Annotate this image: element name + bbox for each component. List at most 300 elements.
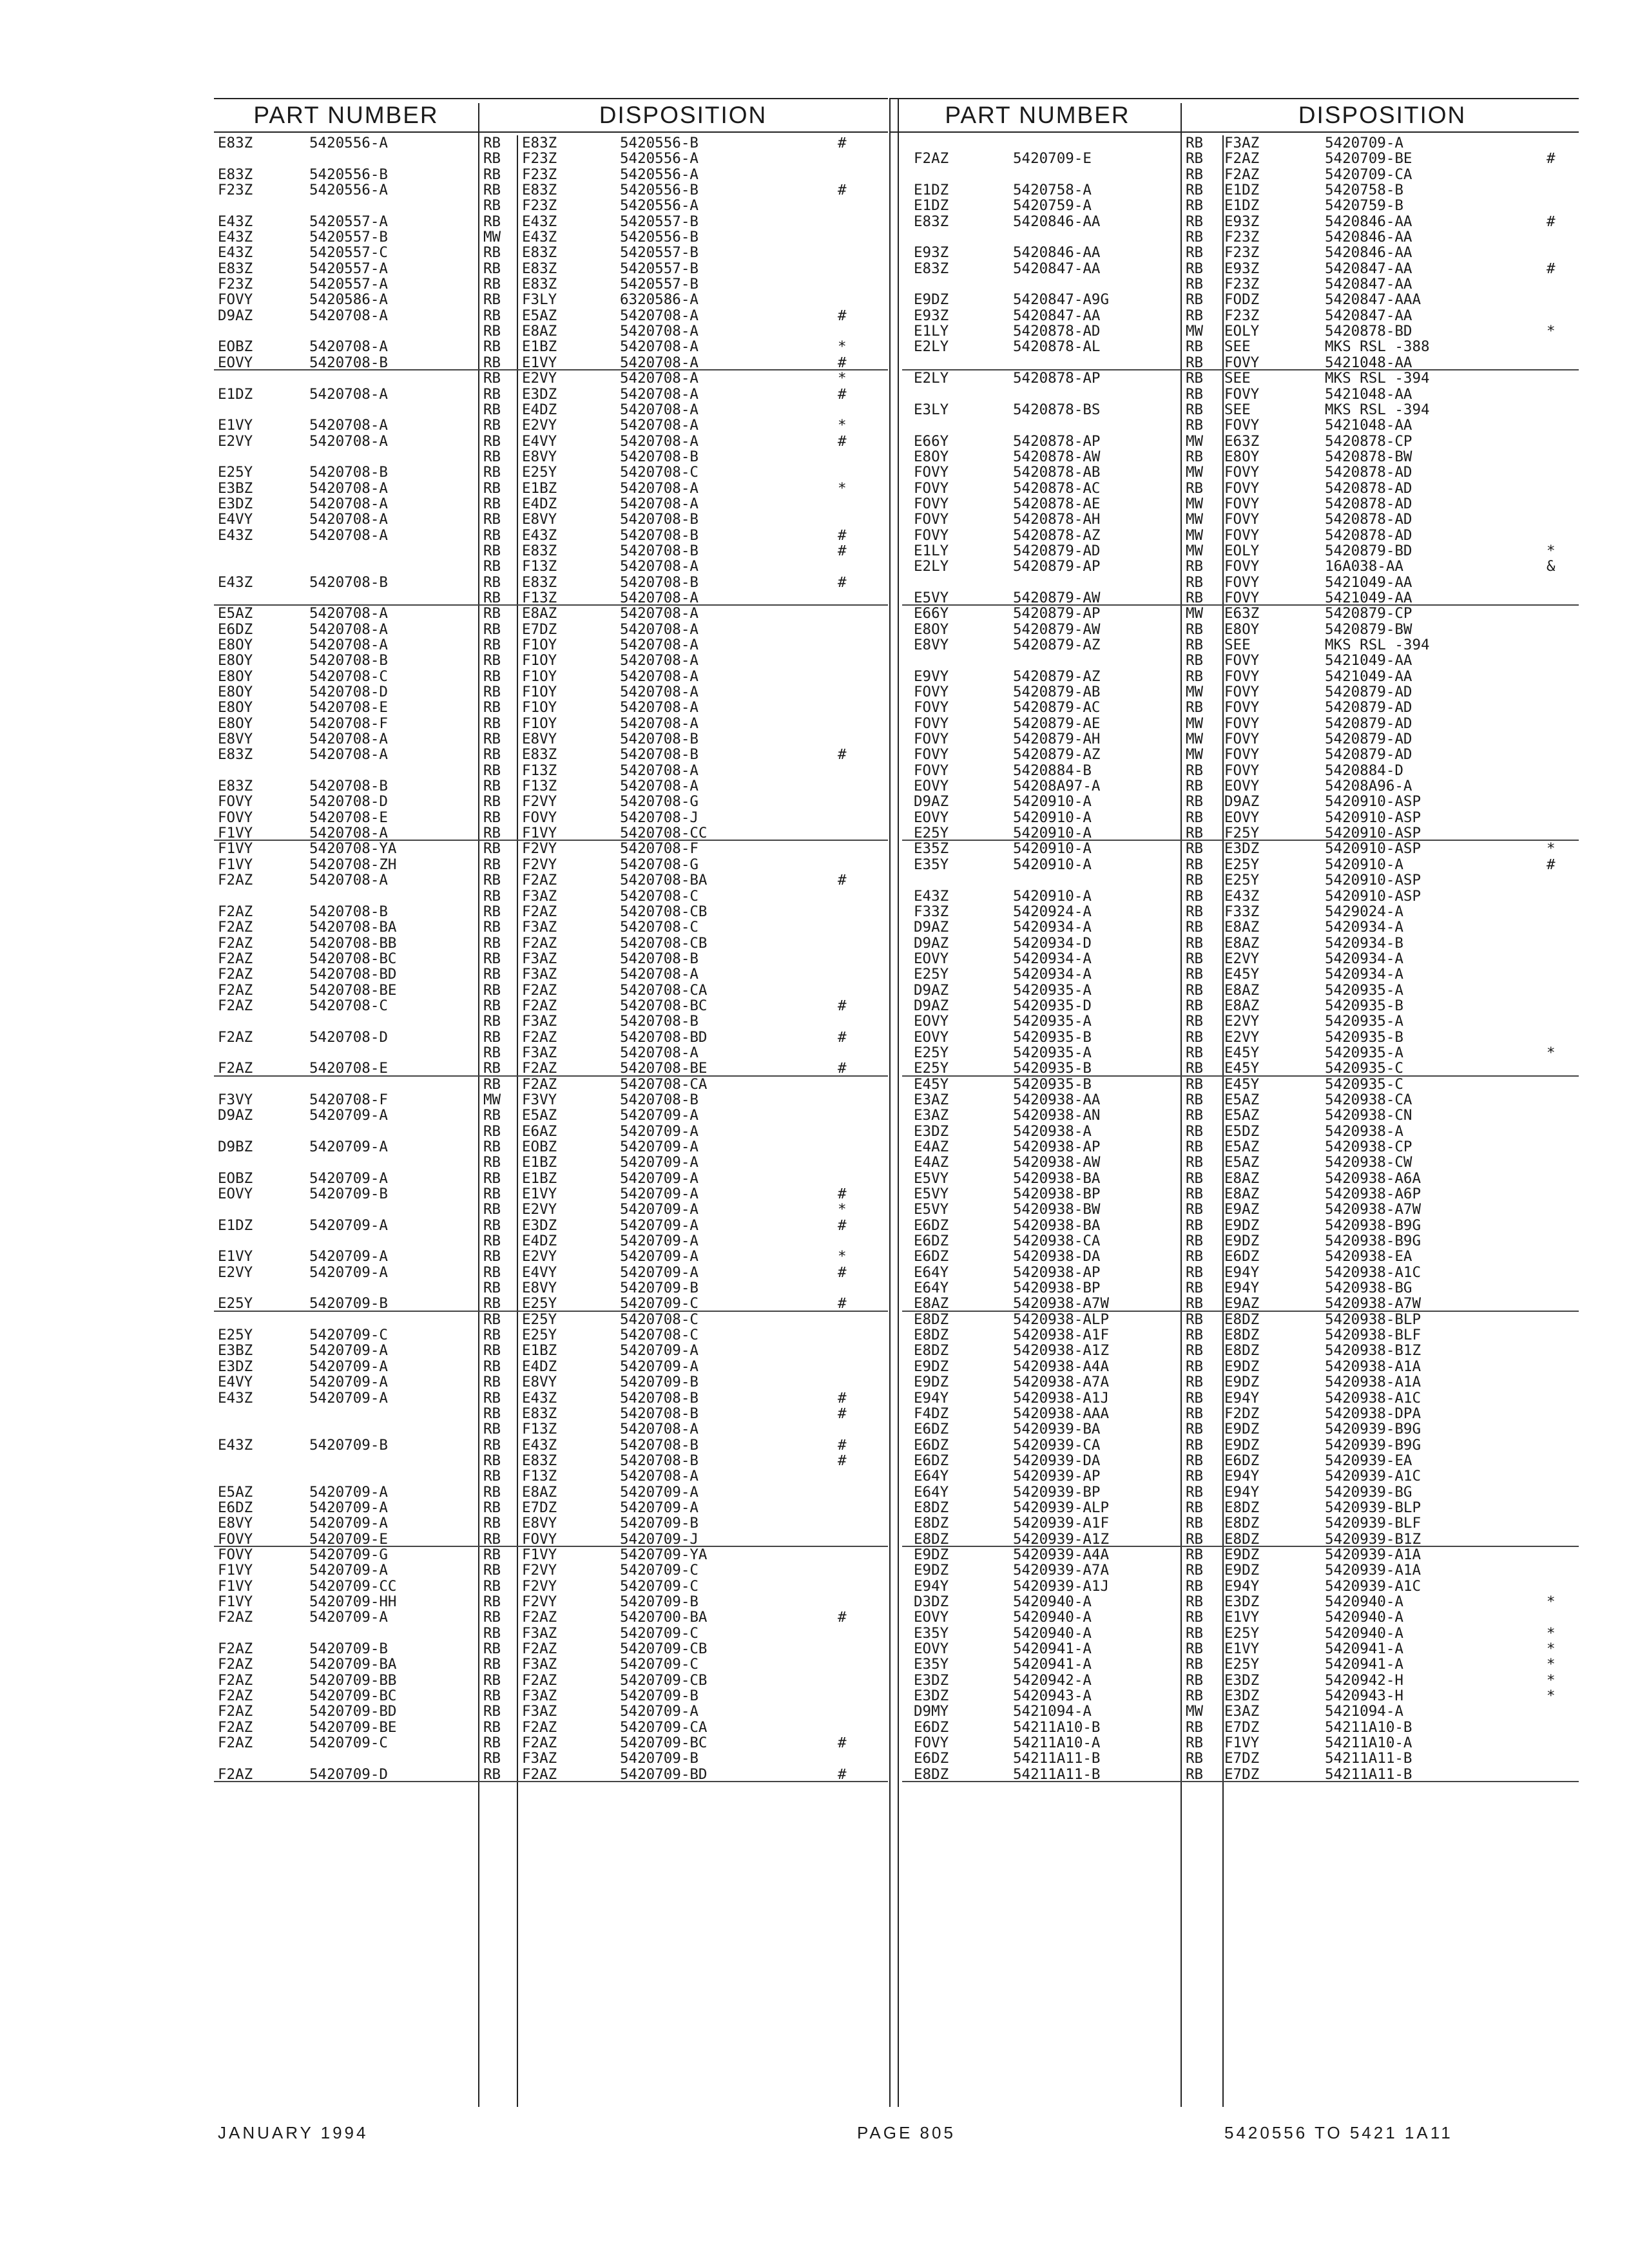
old-prefix: E83Z [914, 213, 949, 230]
new-prefix: E1BZ [522, 338, 557, 356]
new-part-number: 5420709-A [620, 1264, 699, 1281]
new-prefix: F23Z [522, 197, 557, 215]
old-part-number: 54208A97-A [1013, 778, 1101, 795]
code: RB [483, 1327, 501, 1344]
new-part-number: 5420709-B [620, 1750, 699, 1767]
code: RB [1186, 370, 1204, 387]
old-prefix: E3DZ [218, 1358, 253, 1375]
new-prefix: E8AZ [1224, 997, 1260, 1014]
code: RB [483, 495, 501, 512]
old-part-number: 5420709-CC [309, 1577, 397, 1595]
table-row [902, 637, 1579, 653]
old-prefix: F1VY [218, 856, 253, 873]
old-part-number: 5420709-A [309, 1374, 388, 1391]
table-row [902, 590, 1579, 606]
new-part-number: 5420940-A [1325, 1593, 1403, 1610]
new-prefix: E8OY [1224, 448, 1260, 465]
new-prefix: E94Y [1224, 1577, 1260, 1595]
mark: # [838, 432, 847, 450]
new-prefix: E1VY [522, 1186, 557, 1203]
code: RB [1186, 1750, 1204, 1767]
old-prefix: EOVY [914, 809, 949, 826]
new-prefix: SEE [1224, 338, 1251, 356]
code: RB [483, 605, 501, 622]
code: RB [483, 1248, 501, 1265]
new-prefix: E9DZ [1224, 1562, 1260, 1579]
code: RB [1186, 778, 1204, 795]
old-prefix: E9DZ [914, 1546, 949, 1563]
new-part-number: 5420938-CP [1325, 1139, 1412, 1155]
new-prefix: E9DZ [1224, 1216, 1260, 1234]
mark: * [1547, 1671, 1556, 1689]
new-prefix: E25Y [522, 464, 557, 481]
new-prefix: F1OY [522, 637, 557, 653]
mark: # [838, 182, 847, 199]
code: MW [1186, 495, 1204, 512]
new-prefix: E8AZ [522, 323, 557, 340]
table-row [902, 229, 1579, 245]
code: RB [483, 652, 501, 669]
old-prefix: E5VY [914, 1186, 949, 1203]
new-prefix: E83Z [522, 182, 557, 199]
table-row [214, 919, 888, 935]
code: RB [1186, 1765, 1204, 1783]
table-row [902, 1421, 1579, 1437]
mark: # [1547, 856, 1556, 873]
new-part-number: 5420709-BD [620, 1765, 708, 1783]
new-part-number: 5420935-A [1325, 1013, 1403, 1030]
new-part-number: 5420939-BG [1325, 1483, 1412, 1501]
old-part-number: 5420708-A [309, 872, 388, 889]
old-prefix: FOVY [914, 715, 949, 732]
new-prefix: F2AZ [522, 872, 557, 889]
new-part-number: 5420709-B [620, 1515, 699, 1532]
old-prefix: E45Y [914, 1075, 949, 1093]
new-part-number: 5420708-A [620, 354, 699, 371]
new-part-number: 5420557-B [620, 276, 699, 293]
old-part-number: 5420878-AP [1013, 370, 1101, 387]
table-row [214, 1468, 888, 1484]
old-part-number: 5420709-A [309, 1389, 388, 1407]
new-prefix: E43Z [522, 229, 557, 246]
code: RB [483, 1468, 501, 1485]
new-prefix: FOVY [1224, 715, 1260, 732]
old-prefix: E9DZ [914, 1562, 949, 1579]
new-prefix: E94Y [1224, 1468, 1260, 1485]
footer-range: 5420556 TO 5421 1A11 [1224, 2123, 1453, 2142]
table-row [214, 339, 888, 354]
old-prefix: E1VY [218, 1248, 253, 1265]
new-prefix: FOVY [1224, 558, 1260, 575]
new-part-number: 5420878-AD [1325, 479, 1412, 497]
code: RB [483, 385, 501, 403]
left-table [214, 135, 888, 1782]
table-row [902, 1077, 1579, 1092]
code: RB [483, 934, 501, 952]
table-row [214, 1406, 888, 1421]
code: RB [483, 997, 501, 1014]
old-prefix: E3DZ [914, 1671, 949, 1689]
new-part-number: 5420709-B [620, 1280, 699, 1297]
old-part-number: 5420878-AZ [1013, 526, 1101, 544]
old-part-number: 5420708-B [309, 778, 388, 795]
new-part-number: 5420939-BLF [1325, 1515, 1422, 1532]
code: RB [1186, 1499, 1204, 1516]
old-prefix: EOBZ [218, 1169, 253, 1187]
new-part-number: 54211A11-B [1325, 1765, 1412, 1783]
table-row [214, 841, 888, 856]
new-part-number: 5420910-ASP [1325, 793, 1422, 811]
code: RB [483, 1169, 501, 1187]
code: MW [1186, 715, 1204, 732]
old-part-number: 5420938-AN [1013, 1107, 1101, 1124]
old-part-number: 5420708-A [309, 385, 388, 403]
old-part-number: 5420934-A [1013, 966, 1092, 983]
table-row [902, 355, 1579, 370]
code: RB [1186, 1295, 1204, 1312]
new-prefix: E8AZ [1224, 919, 1260, 936]
new-prefix: F3AZ [522, 950, 557, 967]
new-part-number: 5421048-AA [1325, 385, 1412, 403]
code: RB [483, 1342, 501, 1360]
new-part-number: 5420910-ASP [1325, 887, 1422, 905]
old-prefix: E94Y [914, 1577, 949, 1595]
table-row [902, 810, 1579, 825]
code: RB [1186, 997, 1204, 1014]
new-prefix: E94Y [1224, 1389, 1260, 1407]
new-part-number: 5420939-A1C [1325, 1468, 1422, 1485]
new-prefix: F2AZ [1224, 166, 1260, 183]
code: RB [483, 1280, 501, 1297]
table-row [214, 1108, 888, 1123]
table-row [214, 559, 888, 574]
new-part-number: 5420708-B [620, 573, 699, 591]
old-part-number: 5420879-AH [1013, 731, 1101, 748]
new-part-number: 5420939-B9G [1325, 1436, 1422, 1454]
code: RB [1186, 1264, 1204, 1281]
old-prefix: E8DZ [914, 1311, 949, 1328]
table-row [902, 198, 1579, 213]
old-part-number: 5420708-E [309, 699, 388, 716]
new-prefix: E9DZ [1224, 1358, 1260, 1375]
mark: * [1547, 323, 1556, 340]
code: RB [483, 1718, 501, 1736]
table-row [902, 1390, 1579, 1406]
code: RB [483, 1264, 501, 1281]
table-row [902, 700, 1579, 715]
old-prefix: E83Z [218, 260, 253, 277]
table-row [214, 512, 888, 527]
code: RB [1186, 1013, 1204, 1030]
table-row [214, 700, 888, 715]
old-prefix: E3BZ [218, 479, 253, 497]
new-prefix: EOBZ [522, 1139, 557, 1155]
new-prefix: E1VY [522, 354, 557, 371]
table-row [902, 151, 1579, 166]
old-part-number: 5420879-AZ [1013, 668, 1101, 685]
left-part-number-header: PART NUMBER [253, 102, 439, 128]
table-row [902, 1735, 1579, 1751]
old-prefix: E3BZ [218, 1342, 253, 1360]
old-part-number: 5420939-BA [1013, 1421, 1101, 1438]
code: RB [1186, 1107, 1204, 1124]
old-prefix: E66Y [914, 605, 949, 622]
new-prefix: F3AZ [522, 1687, 557, 1705]
table-row [902, 245, 1579, 260]
new-prefix: E2VY [1224, 950, 1260, 967]
old-part-number: 5420708-A [309, 731, 388, 748]
new-prefix: E8VY [522, 448, 557, 465]
old-prefix: E8OY [218, 715, 253, 732]
mark: * [1547, 1687, 1556, 1705]
table-row [214, 355, 888, 370]
old-part-number: 5420938-AAA [1013, 1405, 1110, 1422]
new-part-number: 5420708-A [620, 401, 699, 418]
table-row [214, 637, 888, 653]
code: RB [483, 856, 501, 873]
mark: * [1547, 1624, 1556, 1642]
code: RB [483, 1609, 501, 1626]
old-part-number: 5420708-A [309, 605, 388, 622]
new-part-number: 5420938-EA [1325, 1248, 1412, 1265]
mark: # [838, 526, 847, 544]
new-prefix: E9DZ [1224, 1233, 1260, 1250]
table-row [902, 857, 1579, 872]
code: RB [483, 762, 501, 779]
old-part-number: 5420708-A [309, 432, 388, 450]
old-part-number: 5420924-A [1013, 903, 1092, 920]
old-part-number: 5420759-A [1013, 197, 1092, 215]
old-prefix: FOVY [218, 1546, 253, 1563]
mark: # [838, 307, 847, 324]
table-row [902, 1562, 1579, 1578]
old-part-number: 5421094-A [1013, 1703, 1092, 1720]
table-row [902, 1359, 1579, 1374]
code: RB [483, 166, 501, 183]
table-row [214, 1265, 888, 1280]
code: RB [483, 1483, 501, 1501]
new-part-number: 5420709-A [620, 1139, 699, 1155]
new-part-number: 5420708-C [620, 1327, 699, 1344]
new-part-number: 54211A10-A [1325, 1735, 1412, 1752]
new-prefix: E45Y [1224, 1075, 1260, 1093]
table-row [902, 1045, 1579, 1061]
new-prefix: E83Z [522, 276, 557, 293]
mark: # [838, 872, 847, 889]
mark: * [838, 479, 847, 497]
new-prefix: E7DZ [522, 620, 557, 638]
old-prefix: E83Z [218, 166, 253, 183]
mark: # [838, 1264, 847, 1281]
table-row [902, 1092, 1579, 1108]
old-part-number: 5420879-AP [1013, 605, 1101, 622]
old-prefix: FOVY [914, 526, 949, 544]
table-row [902, 449, 1579, 465]
new-part-number: 5420708-A [620, 778, 699, 795]
old-prefix: E5VY [914, 1201, 949, 1218]
new-part-number: 16A038-AA [1325, 558, 1403, 575]
new-part-number: 5420938-A1A [1325, 1374, 1422, 1391]
new-prefix: F3AZ [522, 919, 557, 936]
old-part-number: 54211A10-A [1013, 1735, 1101, 1752]
code: RB [483, 1186, 501, 1203]
new-prefix: FOVY [1224, 526, 1260, 544]
old-prefix: D9AZ [914, 934, 949, 952]
code: RB [483, 1765, 501, 1783]
old-part-number: 5420708-A [309, 495, 388, 512]
old-part-number: 5420709-B [309, 1436, 388, 1454]
old-prefix: E83Z [914, 260, 949, 277]
old-part-number: 54211A11-B [1013, 1750, 1101, 1767]
old-prefix: E2VY [218, 432, 253, 450]
code: RB [1186, 637, 1204, 653]
new-part-number: 5421048-AA [1325, 354, 1412, 371]
old-prefix: E3LY [914, 401, 949, 418]
old-part-number: 5420879-AC [1013, 699, 1101, 716]
old-prefix: F2AZ [218, 1735, 253, 1752]
new-part-number: 5420708-A [620, 605, 699, 622]
mark: # [838, 573, 847, 591]
new-prefix: F2VY [522, 1593, 557, 1610]
new-part-number: 5420557-B [620, 244, 699, 262]
new-part-number: 5420708-C [620, 887, 699, 905]
old-part-number: 5420708-B [309, 903, 388, 920]
new-part-number: 5420910-ASP [1325, 840, 1422, 858]
table-row [214, 198, 888, 213]
old-prefix: E1DZ [218, 385, 253, 403]
code: RB [1186, 1374, 1204, 1391]
new-prefix: F3AZ [522, 887, 557, 905]
new-part-number: 5420708-C [620, 1311, 699, 1328]
new-part-number: 5420709-C [620, 1624, 699, 1642]
code: MW [1186, 323, 1204, 340]
new-part-number: 5420938-A1A [1325, 1358, 1422, 1375]
new-prefix: F2AZ [522, 1075, 557, 1093]
mark: * [1547, 1640, 1556, 1657]
mark: # [838, 542, 847, 559]
old-part-number: 5420879-AW [1013, 589, 1101, 606]
old-part-number: 5420709-BE [309, 1718, 397, 1736]
old-part-number: 5420708-E [309, 809, 388, 826]
old-prefix: FOVY [218, 809, 253, 826]
table-row [902, 606, 1579, 621]
code: RB [1186, 244, 1204, 262]
new-part-number: 5420884-D [1325, 762, 1403, 779]
new-part-number: 5420709-B [620, 1593, 699, 1610]
mark: # [838, 1186, 847, 1203]
old-part-number: 5420708-A [309, 637, 388, 653]
code: RB [483, 668, 501, 685]
table-row [214, 857, 888, 872]
new-part-number: 5420708-G [620, 856, 699, 873]
table-row [214, 1124, 888, 1139]
new-part-number: 5420709-CA [620, 1718, 708, 1736]
old-prefix: F2AZ [218, 1060, 253, 1077]
table-row [902, 182, 1579, 198]
code: RB [1186, 1389, 1204, 1407]
new-part-number: 5420556-A [620, 150, 699, 168]
old-part-number: 5420709-BC [309, 1687, 397, 1705]
old-part-number: 5420878-AD [1013, 323, 1101, 340]
new-prefix: E4VY [522, 1264, 557, 1281]
table-row [214, 1562, 888, 1578]
old-part-number: 5420910-A [1013, 809, 1092, 826]
table-row [902, 904, 1579, 919]
code: RB [1186, 872, 1204, 889]
old-prefix: FOVY [914, 1735, 949, 1752]
old-prefix: E83Z [218, 135, 253, 151]
code: RB [1186, 448, 1204, 465]
code: RB [483, 213, 501, 230]
table-row [902, 1626, 1579, 1641]
table-row [214, 496, 888, 512]
code: RB [1186, 1154, 1204, 1171]
code: RB [483, 1546, 501, 1563]
table-row [214, 370, 888, 386]
new-prefix: E7DZ [522, 1499, 557, 1516]
new-prefix: E5AZ [1224, 1139, 1260, 1155]
mark: # [838, 997, 847, 1014]
new-part-number: 5420708-A [620, 668, 699, 685]
new-part-number: 5420708-A [620, 417, 699, 434]
code: RB [483, 307, 501, 324]
old-part-number: 5420939-A1J [1013, 1577, 1110, 1595]
table-row [214, 308, 888, 323]
new-prefix: F2AZ [522, 1735, 557, 1752]
old-prefix: E35Y [914, 1656, 949, 1673]
old-prefix: E6DZ [914, 1452, 949, 1469]
mark: * [838, 370, 847, 387]
code: RB [483, 809, 501, 826]
table-row [902, 731, 1579, 747]
new-part-number: 5420938-B9G [1325, 1216, 1422, 1234]
table-row [214, 1532, 888, 1547]
new-prefix: E6DZ [1224, 1452, 1260, 1469]
new-prefix: FOVY [1224, 746, 1260, 764]
new-prefix: F23Z [522, 166, 557, 183]
old-prefix: E83Z [218, 746, 253, 764]
code: RB [1186, 150, 1204, 168]
old-part-number: 5420708-F [309, 715, 388, 732]
table-row [902, 747, 1579, 762]
new-prefix: E7DZ [1224, 1718, 1260, 1736]
new-part-number: 5420938-B1Z [1325, 1342, 1422, 1360]
old-prefix: FOVY [914, 762, 949, 779]
code: RB [483, 182, 501, 199]
old-part-number: 5420709-E [1013, 150, 1092, 168]
new-prefix: E4DZ [522, 401, 557, 418]
old-part-number: 5420708-D [309, 1028, 388, 1046]
code: RB [1186, 1405, 1204, 1422]
old-part-number: 5420709-B [309, 1295, 388, 1312]
top-rule-right [889, 98, 1579, 99]
new-part-number: 5429024-A [1325, 903, 1403, 920]
footer-date: JANUARY 1994 [218, 2123, 369, 2142]
old-part-number: 5420556-A [309, 135, 388, 151]
new-prefix: E93Z [1224, 213, 1260, 230]
old-part-number: 5420709-A [309, 1515, 388, 1532]
new-part-number: 5420708-BC [620, 997, 708, 1014]
new-part-number: 5420708-A [620, 385, 699, 403]
old-prefix: E6DZ [914, 1436, 949, 1454]
new-prefix: F3AZ [522, 966, 557, 983]
old-prefix: E8DZ [914, 1515, 949, 1532]
mark: # [1547, 150, 1556, 168]
old-prefix: FOVY [914, 746, 949, 764]
table-row [902, 1610, 1579, 1625]
code: MW [483, 1091, 501, 1108]
code: RB [483, 981, 501, 999]
